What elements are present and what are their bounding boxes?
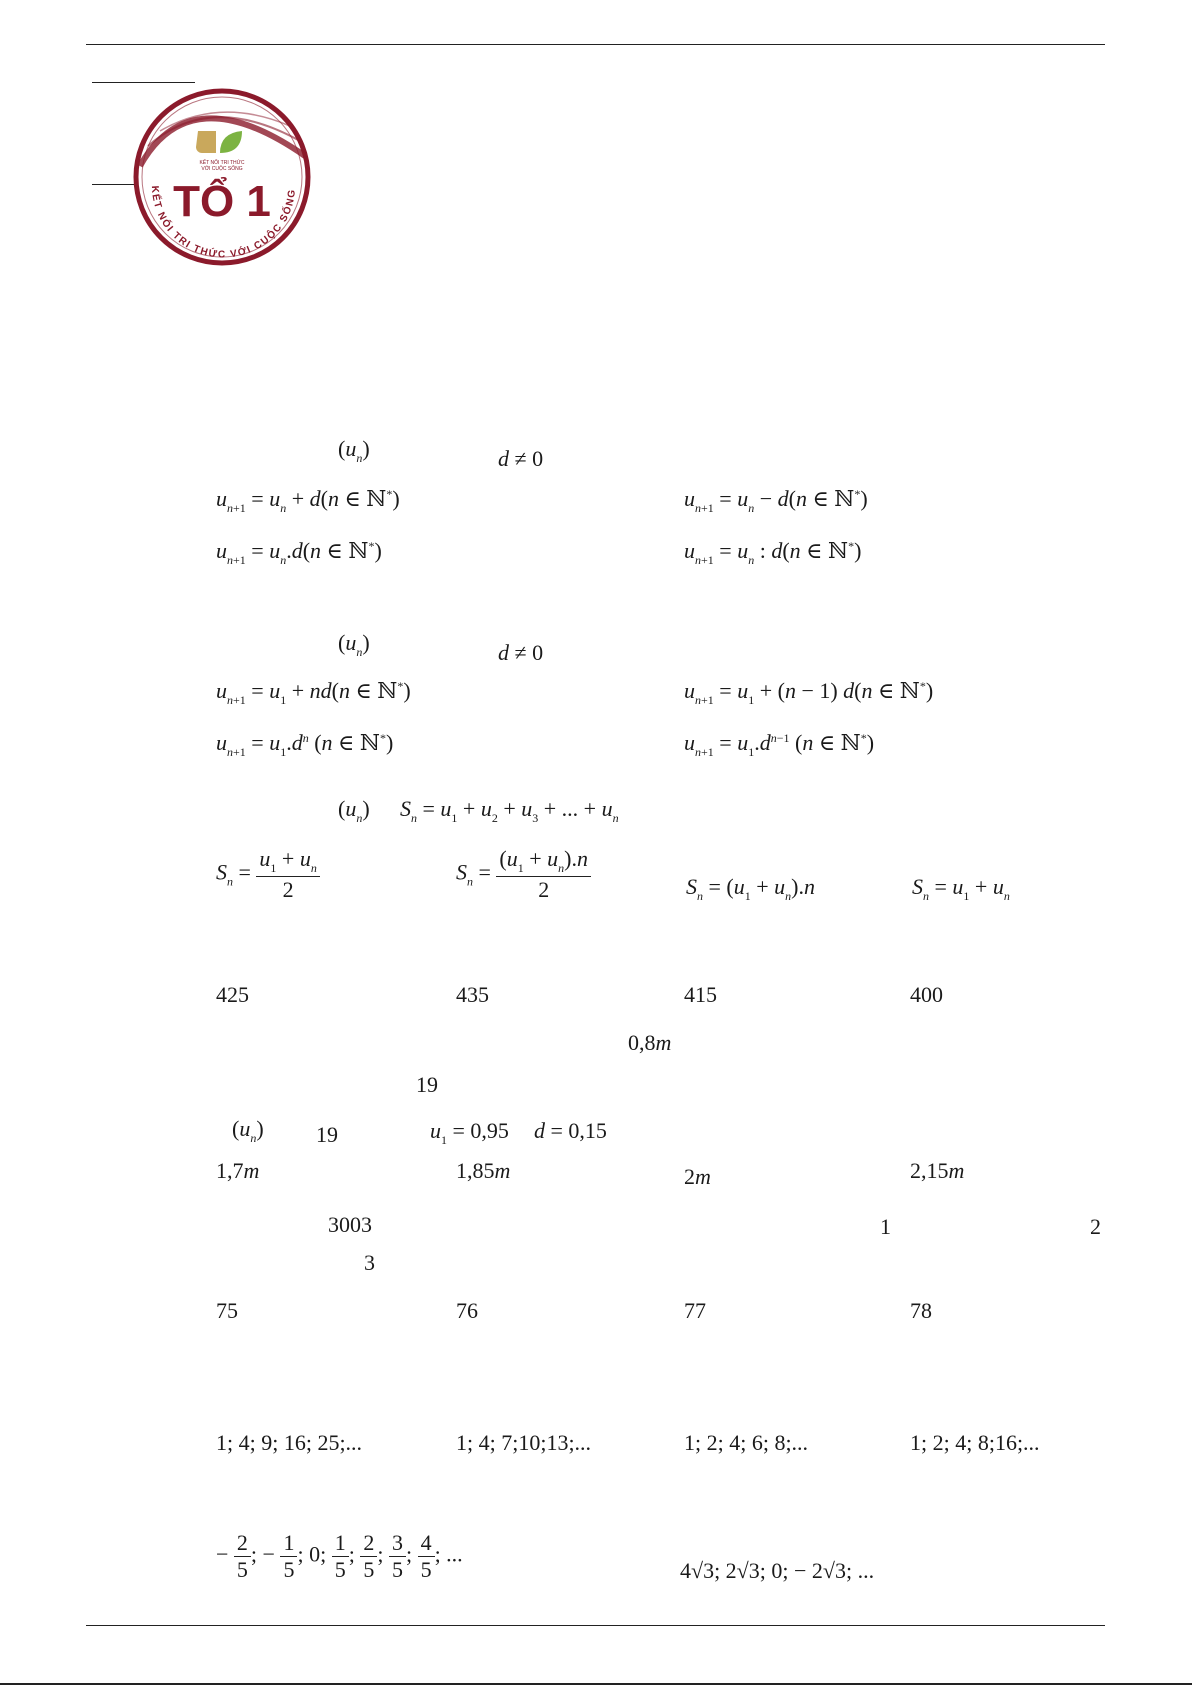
q3-option-b: $S_n$ = $\frac{(u_1 + u_n).n}{2}$ (456, 848, 591, 901)
q5-option-a: 1,7m (216, 1158, 260, 1183)
logo-small-1: KẾT NỐI TRI THỨC (199, 160, 245, 166)
q2-cond: d ≠ 0 (498, 640, 544, 665)
q8-option-b: 4√3; 2√3; 0; − 2√3; ... (680, 1558, 875, 1583)
q1-cond: d ≠ 0 (498, 446, 544, 471)
q1-option-d: $u_{n+1} = u_n$ : d(n ∈ ℕ*) (684, 538, 862, 567)
logo-main-text: TỔ 1 (173, 177, 271, 226)
q5-val1: 0,8m (628, 1030, 672, 1055)
logo-small-2: VỚI CUỘC SỐNG (201, 166, 243, 172)
q6-option-c: 77 (684, 1298, 706, 1323)
q6-option-a: 75 (216, 1298, 238, 1323)
q5-seq: $(u_n)$ (232, 1116, 264, 1145)
school-logo (130, 86, 315, 268)
q2-seq: $(u_n)$ (338, 630, 370, 659)
q4-option-c: 415 (684, 982, 717, 1007)
q2-option-a: $u_{n+1} = u_1 + nd(n$ ∈ ℕ*) (216, 678, 411, 707)
q5-d: d = 0,15 (534, 1118, 607, 1143)
q5-u1: $u_1 = 0,95$ (430, 1118, 509, 1147)
q6-r1: 1 (880, 1214, 891, 1239)
q2-option-b: $u_{n+1} = u_1 + (n - 1)$ d(n ∈ ℕ*) (684, 678, 934, 707)
q6-r2: 2 (1090, 1214, 1101, 1239)
q6-total: 3003 (328, 1212, 372, 1237)
q6-r3: 3 (364, 1250, 375, 1275)
q4-option-a: 425 (216, 982, 249, 1007)
footer-rule (86, 1625, 1105, 1626)
q5-option-d: 2,15m (910, 1158, 965, 1183)
q5-n: 19 (316, 1122, 338, 1147)
q7-option-c: 1; 2; 4; 6; 8;... (684, 1430, 809, 1455)
q2-option-c: $u_{n+1} = u_1.d^n$ (n ∈ ℕ*) (216, 730, 394, 759)
logo-ring-text: KẾT NỐI TRI THỨC VỚI CUỘC SỐNG (148, 185, 299, 261)
q5-option-c: 2m (684, 1164, 711, 1189)
q2-option-d: $u_{n+1} = u_1.d^{n-1}$ (n ∈ ℕ*) (684, 730, 875, 759)
q3-seq: $(u_n)$ (338, 796, 370, 825)
q3-option-a: $S_n$ = $\frac{u_1 + u_n}{2}$ (216, 848, 320, 901)
header-rule (86, 44, 1105, 45)
leaf-left-icon (196, 131, 216, 153)
q6-option-b: 76 (456, 1298, 478, 1323)
q8-option-a: − $\frac{2}{5}$ ; − $\frac{1}{5}$ ; 0; $\frac{1}{5}$ ; $\frac{2}{5}$ ; $\frac{3}{5}$ ; $\frac{4}{5}$ ; ... (216, 1530, 463, 1582)
q5-option-b: 1,85m (456, 1158, 511, 1183)
q1-seq: $(u_n)$ (338, 436, 370, 465)
q3-option-c: $S_n = (u_1 + u_n).n$ (686, 874, 815, 903)
q1-option-c: $u_{n+1} = u_n.d(n$ ∈ ℕ*) (216, 538, 382, 567)
q5-val2: 19 (416, 1072, 438, 1097)
q3-option-d: $S_n = u_1 + u_n$ (912, 874, 1010, 903)
q3-sum-def: $S_n = u_1 + u_2 + u_3$ + ... + $u_n$ (400, 796, 619, 825)
q7-option-a: 1; 4; 9; 16; 25;... (216, 1430, 363, 1455)
logo-rule-1 (92, 82, 195, 83)
q4-option-d: 400 (910, 982, 943, 1007)
q6-option-d: 78 (910, 1298, 932, 1323)
q1-option-a: $u_{n+1} = u_n + d(n$ ∈ ℕ*) (216, 486, 400, 515)
q4-option-b: 435 (456, 982, 489, 1007)
q1-option-b: $u_{n+1} = u_n - d(n$ ∈ ℕ*) (684, 486, 868, 515)
q7-option-d: 1; 2; 4; 8;16;... (910, 1430, 1040, 1455)
q7-option-b: 1; 4; 7;10;13;... (456, 1430, 592, 1455)
